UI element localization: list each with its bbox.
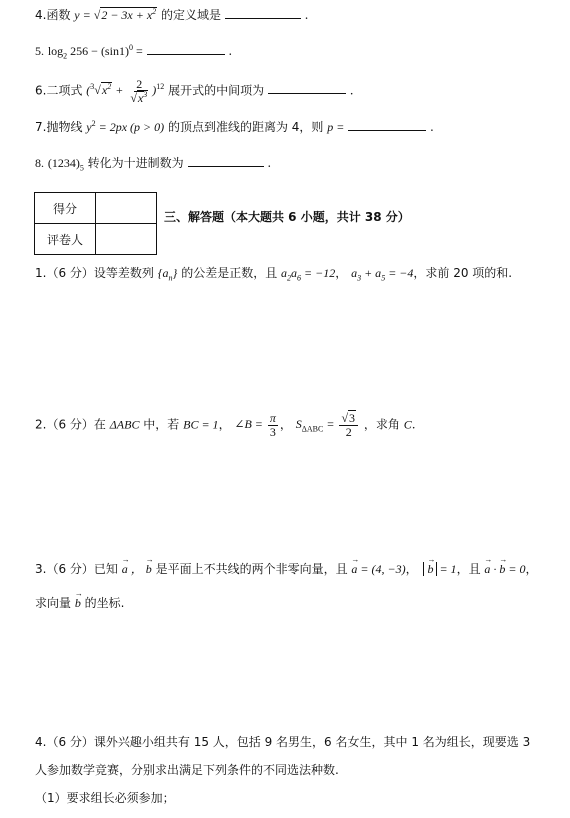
q4-suffix: 的定义域是 (161, 8, 222, 22)
p2-triangle: ΔABC (109, 417, 140, 432)
q8-formula: $(1234)_5$ (47, 156, 84, 173)
p1-sequence: $\{a_n\}$ (157, 266, 178, 283)
problem-3 (35, 561, 538, 577)
problem-2: 2.（6 分）在 ΔABC 中，若 BC = 1， ∠B = $\frac{\pi}{3}$ ， $S_{\Delta ABC}$ = $\frac{√3}{2}$ ，求角 C. (35, 411, 416, 439)
p1-text-1: 的公差是正数，且 (181, 266, 278, 280)
p3-formula-2: → b = 1 (421, 562, 456, 576)
q6-formula: ($^3√x^2$ + $\frac{2}{√x^3}$ )$^{12}$ (86, 77, 165, 105)
q8-end: . (267, 156, 272, 170)
p2-text-2: ，求角 (363, 417, 400, 432)
score-table (34, 192, 157, 255)
answer-blank-8[interactable] (188, 154, 264, 167)
p3-sep: ， (405, 562, 418, 576)
p2-text-1: 中，若 (143, 417, 180, 432)
p1-head: 1.（6 分）设等差数列 (35, 266, 154, 280)
q7-suffix: 的顶点到准线的距离为 4，则 (167, 120, 324, 134)
grader-label: 评卷人 (35, 224, 96, 255)
problem-4-line-3: （1）要求组长必须参加； (35, 791, 175, 805)
p3-line-2: 求向量 (35, 596, 72, 610)
answer-blank-6[interactable] (268, 81, 346, 94)
q6-suffix: 展开式的中间项为 (168, 83, 265, 98)
problem-3-line-2 (35, 595, 125, 611)
q4-end: . (304, 8, 309, 22)
question-8 (35, 154, 271, 171)
p2-sep: ， (218, 417, 231, 432)
p2-angle: ∠B = $\frac{\pi}{3}$ (234, 411, 276, 439)
q7-formula-2: p = (327, 120, 345, 134)
p1-formula-1: $a_2a_6 = -12$ (281, 266, 336, 283)
q5-end: . (228, 44, 233, 58)
p3-text-1: 是平面上不共线的两个非零向量，且 (155, 562, 348, 576)
answer-blank-7[interactable] (348, 118, 426, 131)
p3-line-2b: 的坐标. (84, 596, 125, 610)
p2-end: . (411, 417, 416, 432)
p2-area: $S_{\Delta ABC}$ = $\frac{√3}{2}$ (296, 417, 360, 431)
p2-angle-c: C (403, 417, 412, 432)
answer-blank-5[interactable] (147, 42, 225, 55)
score-box[interactable] (96, 193, 157, 224)
q5-formula: $\log_2 256 - (\sin 1)^0$ = (47, 43, 143, 61)
score-label: 得分 (35, 193, 96, 224)
q4-prefix: 4.函数 (35, 8, 71, 22)
p3-head: 3.（6 分）已知 (35, 562, 118, 576)
q8-prefix: 8. (35, 156, 44, 170)
p1-text-2: ，求前 20 项的和. (413, 266, 513, 280)
q8-suffix: 转化为十进制数为 (87, 156, 184, 170)
p1-sep: ， (335, 266, 348, 280)
q7-end: . (430, 120, 434, 134)
question-7 (35, 118, 434, 135)
q6-prefix: 6.二项式 (35, 83, 83, 98)
q7-prefix: 7.抛物线 (35, 120, 83, 134)
problem-4-line-1: 4.（6 分）课外兴趣小组共有 15 人，包括 9 名男生，6 名女生，其中 1 名为组长，现要选 3 (35, 735, 531, 749)
p3-formula-3: → a · → b = 0 (484, 562, 525, 576)
question-5 (35, 42, 232, 59)
question-4 (35, 6, 309, 23)
grader-box[interactable] (96, 224, 157, 255)
question-6 (35, 78, 354, 105)
q5-prefix: 5. (35, 44, 44, 58)
section-title: 三、解答题（本大题共 6 小题，共计 38 分） (164, 210, 410, 224)
problem-1 (35, 265, 512, 281)
problem-4-line-2: 人参加数学竞赛，分别求出满足下列条件的不同选法种数. (35, 763, 339, 777)
p1-formula-2: $a_3 + a_5 = -4$ (351, 266, 414, 283)
q7-formula: $y^2 = 2px$ (p > 0) (86, 119, 165, 134)
p2-head: 2.（6 分）在 (35, 417, 106, 432)
q4-formula: $y = √2 - 3x + x^2$ (74, 7, 157, 22)
p3-text-2: ，且 (456, 562, 481, 576)
q6-end: . (349, 83, 354, 98)
p2-bc: BC = 1 (183, 417, 219, 432)
answer-blank-4[interactable] (225, 6, 301, 19)
p3-vector-b: → b (75, 595, 81, 611)
p3-vectors: → a ， → b (122, 562, 152, 576)
p3-end: ， (525, 562, 538, 576)
p3-formula-1: → a = (4, −3) (351, 562, 405, 576)
